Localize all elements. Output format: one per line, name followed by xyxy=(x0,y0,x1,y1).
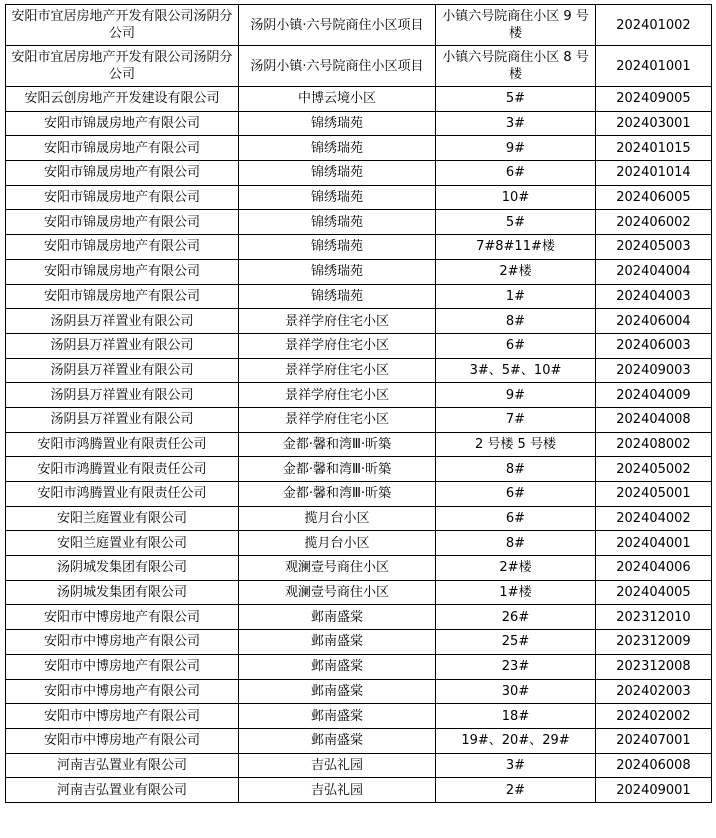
table-row xyxy=(6,704,712,729)
building-cell: 5# xyxy=(436,210,596,235)
project-cell: 金都·馨和湾Ⅲ·昕築 xyxy=(239,432,436,457)
permit-number-cell: 202404002 xyxy=(596,506,712,531)
building-cell: 23# xyxy=(436,654,596,679)
table-row xyxy=(6,630,712,655)
project-cell: 邺南盛棠 xyxy=(239,605,436,630)
building-cell: 2#楼 xyxy=(436,556,596,581)
developer-cell: 安阳市鸿腾置业有限责任公司 xyxy=(6,457,239,482)
project-cell: 吉弘礼园 xyxy=(239,778,436,803)
building-cell: 2#楼 xyxy=(436,259,596,284)
developer-cell: 河南吉弘置业有限公司 xyxy=(6,778,239,803)
building-cell: 9# xyxy=(436,136,596,161)
permit-number-cell: 202409001 xyxy=(596,778,712,803)
developer-cell: 安阳市锦晟房地产有限公司 xyxy=(6,136,239,161)
permit-number-cell: 202404006 xyxy=(596,556,712,581)
building-cell: 2# xyxy=(436,778,596,803)
permit-number-cell: 202407001 xyxy=(596,728,712,753)
developer-cell: 河南吉弘置业有限公司 xyxy=(6,753,239,778)
building-cell: 18# xyxy=(436,704,596,729)
building-cell: 25# xyxy=(436,630,596,655)
permit-number-cell: 202402003 xyxy=(596,679,712,704)
developer-cell: 安阳市鸿腾置业有限责任公司 xyxy=(6,482,239,507)
building-cell: 5# xyxy=(436,87,596,112)
project-cell: 邺南盛棠 xyxy=(239,654,436,679)
permit-number-cell: 202403001 xyxy=(596,111,712,136)
table-row xyxy=(6,136,712,161)
developer-cell: 汤阴城发集团有限公司 xyxy=(6,580,239,605)
project-cell: 锦绣瑞苑 xyxy=(239,136,436,161)
project-cell: 观澜壹号商住小区 xyxy=(239,580,436,605)
table-row xyxy=(6,333,712,358)
building-cell: 7# xyxy=(436,407,596,432)
permit-number-cell: 202404001 xyxy=(596,531,712,556)
building-cell: 26# xyxy=(436,605,596,630)
table-row xyxy=(6,654,712,679)
project-cell: 吉弘礼园 xyxy=(239,753,436,778)
building-cell: 2 号楼 5 号楼 xyxy=(436,432,596,457)
table-row xyxy=(6,679,712,704)
permit-number-cell: 202401001 xyxy=(596,46,712,87)
developer-cell: 安阳市中博房地产有限公司 xyxy=(6,605,239,630)
table-row xyxy=(6,728,712,753)
table-row xyxy=(6,383,712,408)
table-row xyxy=(6,259,712,284)
project-cell: 邺南盛棠 xyxy=(239,679,436,704)
table-row xyxy=(6,605,712,630)
permit-table xyxy=(5,4,712,803)
developer-cell: 安阳市锦晟房地产有限公司 xyxy=(6,161,239,186)
table-row xyxy=(6,235,712,260)
building-cell: 小镇六号院商住小区 9 号楼 xyxy=(436,5,596,46)
building-cell: 7#8#11#楼 xyxy=(436,235,596,260)
table-row xyxy=(6,111,712,136)
project-cell: 邺南盛棠 xyxy=(239,704,436,729)
permit-number-cell: 202409003 xyxy=(596,358,712,383)
project-cell: 景祥学府住宅小区 xyxy=(239,358,436,383)
developer-cell: 汤阴县万祥置业有限公司 xyxy=(6,407,239,432)
building-cell: 6# xyxy=(436,161,596,186)
developer-cell: 汤阴县万祥置业有限公司 xyxy=(6,358,239,383)
developer-cell: 安阳市宜居房地产开发有限公司汤阴分公司 xyxy=(6,46,239,87)
table-row xyxy=(6,580,712,605)
building-cell: 6# xyxy=(436,506,596,531)
table-row xyxy=(6,432,712,457)
permit-number-cell: 202406004 xyxy=(596,309,712,334)
developer-cell: 安阳市锦晟房地产有限公司 xyxy=(6,111,239,136)
table-row xyxy=(6,5,712,46)
project-cell: 揽月台小区 xyxy=(239,531,436,556)
permit-number-cell: 202406003 xyxy=(596,333,712,358)
developer-cell: 安阳市宜居房地产开发有限公司汤阴分公司 xyxy=(6,5,239,46)
permit-number-cell: 202404004 xyxy=(596,259,712,284)
permit-number-cell: 202406005 xyxy=(596,185,712,210)
project-cell: 锦绣瑞苑 xyxy=(239,111,436,136)
building-cell: 3# xyxy=(436,111,596,136)
developer-cell: 安阳兰庭置业有限公司 xyxy=(6,506,239,531)
developer-cell: 安阳云创房地产开发建设有限公司 xyxy=(6,87,239,112)
permit-number-cell: 202404005 xyxy=(596,580,712,605)
permit-number-cell: 202404003 xyxy=(596,284,712,309)
table-row xyxy=(6,407,712,432)
project-cell: 中博云境小区 xyxy=(239,87,436,112)
building-cell: 30# xyxy=(436,679,596,704)
permit-number-cell: 202312010 xyxy=(596,605,712,630)
developer-cell: 安阳市中博房地产有限公司 xyxy=(6,654,239,679)
developer-cell: 安阳市锦晟房地产有限公司 xyxy=(6,210,239,235)
permit-number-cell: 202405001 xyxy=(596,482,712,507)
project-cell: 景祥学府住宅小区 xyxy=(239,407,436,432)
permit-number-cell: 202405002 xyxy=(596,457,712,482)
table-row xyxy=(6,753,712,778)
permit-number-cell: 202408002 xyxy=(596,432,712,457)
table-row xyxy=(6,482,712,507)
project-cell: 锦绣瑞苑 xyxy=(239,259,436,284)
table-row xyxy=(6,161,712,186)
project-cell: 金都·馨和湾Ⅲ·昕築 xyxy=(239,457,436,482)
developer-cell: 汤阴城发集团有限公司 xyxy=(6,556,239,581)
project-cell: 汤阴小镇·六号院商住小区项目 xyxy=(239,46,436,87)
permit-number-cell: 202402002 xyxy=(596,704,712,729)
table-row xyxy=(6,284,712,309)
developer-cell: 安阳市锦晟房地产有限公司 xyxy=(6,185,239,210)
permit-number-cell: 202404008 xyxy=(596,407,712,432)
developer-cell: 汤阴县万祥置业有限公司 xyxy=(6,309,239,334)
building-cell: 8# xyxy=(436,309,596,334)
project-cell: 锦绣瑞苑 xyxy=(239,185,436,210)
project-cell: 锦绣瑞苑 xyxy=(239,161,436,186)
project-cell: 景祥学府住宅小区 xyxy=(239,309,436,334)
permit-number-cell: 202409005 xyxy=(596,87,712,112)
developer-cell: 安阳市中博房地产有限公司 xyxy=(6,679,239,704)
table-row xyxy=(6,358,712,383)
permit-number-cell: 202406008 xyxy=(596,753,712,778)
table-row xyxy=(6,210,712,235)
project-cell: 揽月台小区 xyxy=(239,506,436,531)
building-cell: 8# xyxy=(436,457,596,482)
project-cell: 景祥学府住宅小区 xyxy=(239,333,436,358)
building-cell: 6# xyxy=(436,482,596,507)
project-cell: 金都·馨和湾Ⅲ·昕築 xyxy=(239,482,436,507)
developer-cell: 安阳市鸿腾置业有限责任公司 xyxy=(6,432,239,457)
table-row xyxy=(6,778,712,803)
developer-cell: 汤阴县万祥置业有限公司 xyxy=(6,333,239,358)
permit-number-cell: 202404009 xyxy=(596,383,712,408)
building-cell: 1#楼 xyxy=(436,580,596,605)
building-cell: 3# xyxy=(436,753,596,778)
table-row xyxy=(6,87,712,112)
building-cell: 1# xyxy=(436,284,596,309)
building-cell: 6# xyxy=(436,333,596,358)
developer-cell: 安阳市锦晟房地产有限公司 xyxy=(6,259,239,284)
project-cell: 邺南盛棠 xyxy=(239,630,436,655)
developer-cell: 安阳市中博房地产有限公司 xyxy=(6,704,239,729)
permit-number-cell: 202312008 xyxy=(596,654,712,679)
table-row xyxy=(6,506,712,531)
permit-number-cell: 202405003 xyxy=(596,235,712,260)
project-cell: 锦绣瑞苑 xyxy=(239,235,436,260)
building-cell: 小镇六号院商住小区 8 号楼 xyxy=(436,46,596,87)
project-cell: 景祥学府住宅小区 xyxy=(239,383,436,408)
permit-number-cell: 202401014 xyxy=(596,161,712,186)
building-cell: 19#、20#、29# xyxy=(436,728,596,753)
permit-number-cell: 202401015 xyxy=(596,136,712,161)
developer-cell: 安阳市中博房地产有限公司 xyxy=(6,630,239,655)
table-row xyxy=(6,46,712,87)
developer-cell: 安阳市中博房地产有限公司 xyxy=(6,728,239,753)
developer-cell: 汤阴县万祥置业有限公司 xyxy=(6,383,239,408)
developer-cell: 安阳市锦晟房地产有限公司 xyxy=(6,284,239,309)
permit-number-cell: 202312009 xyxy=(596,630,712,655)
building-cell: 3#、5#、10# xyxy=(436,358,596,383)
building-cell: 8# xyxy=(436,531,596,556)
permit-number-cell: 202406002 xyxy=(596,210,712,235)
building-cell: 9# xyxy=(436,383,596,408)
table-row xyxy=(6,185,712,210)
project-cell: 锦绣瑞苑 xyxy=(239,210,436,235)
project-cell: 观澜壹号商住小区 xyxy=(239,556,436,581)
table-row xyxy=(6,531,712,556)
table-row xyxy=(6,457,712,482)
table-row xyxy=(6,309,712,334)
developer-cell: 安阳兰庭置业有限公司 xyxy=(6,531,239,556)
project-cell: 锦绣瑞苑 xyxy=(239,284,436,309)
project-cell: 汤阴小镇·六号院商住小区项目 xyxy=(239,5,436,46)
project-cell: 邺南盛棠 xyxy=(239,728,436,753)
building-cell: 10# xyxy=(436,185,596,210)
permit-number-cell: 202401002 xyxy=(596,5,712,46)
developer-cell: 安阳市锦晟房地产有限公司 xyxy=(6,235,239,260)
table-row xyxy=(6,556,712,581)
